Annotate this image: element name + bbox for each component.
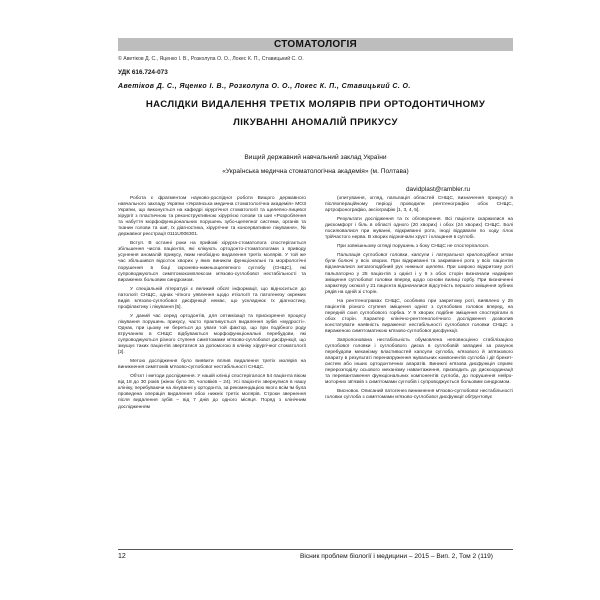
- institution-line-1: Вищий державний навчальний заклад України: [244, 154, 387, 161]
- paragraph: (опитування, огляд, пальпація областей СНЩС, визначення прикусу) в післяопераційному періоді проводили рентгенографію обох СНЩС, артрофонографію, аксіографію [1, 3, 4, 5].: [325, 196, 513, 214]
- paragraph: Запропонована нестабільність обумовлена неповноцінно стабілізацією суглобової головки і суглобового диска в суглобовій западині за рахунок перебудови механізму властивостей капсули суглоба, м'язового й зв'язкового апарату в результаті перенапруження жувальних компонентів суглоба і дії брекет-систем або інших ортодонтичних апаратів. Виниклі м'язова дисфункція сприяє перерозподілу осьового механізму навантаження, призводить до дискоординації та перевантаження функціональних компонентів суглоба, до порушення нейро-моторних зв'язків з симптомами суглобів і супроводжується больовим синдромом.: [325, 337, 513, 386]
- paragraph: Вступ. В останні роки на прийомі хірурга-стоматолога спостерігається збільшення числа пацієнтів, які клікують ортодонто-стоматологами з приводу усунення аномалій прикусу, яким необхідно видалення третіх молярів. У той же час збільшився відсоток хворих у яких виникли функціональні та морфологічні порушення в боці скронево-нижньощелепного суглобу (СНЩС), які супроводжуються симптомокомплексом м'язово-суглобової нестабільності та виражених больовим синдромом.: [118, 241, 306, 283]
- journal-citation: Вісник проблем біології і медицини – 2015 – Вип. 2, Том 2 (119): [300, 553, 493, 560]
- article-title-line-2: ЛІКУВАННІ АНОМАЛІЙ ПРИКУСУ: [233, 117, 398, 128]
- paragraph: На рентгенограмах СНЩС, особливо при закритому роті, виявлено у 25 пацієнтів різного ступеня зміщення однієї з суглобових головок вперед, на передній схил суглобового горбка. У 9 хворих подібне зміщення спостерігали в обох сторін. Характер клінічно-рентгенологічного дослідження дозволив констатувати наявність вираженої нестабільності суглобової головки СНЩС з вираженою симптоматикою м'язово-суглобової дисфункції.: [325, 298, 513, 334]
- paragraph: Пальпація суглобової головки, капсули і латеральної крилоподібної м'язи були болючі у всіх хворих. При відкриванні та закриванні рота у всіх пацієнтів відзначалися зигзагоподібний рух нижньої щелепи. При широко відкритому роті пальпаторно у 25 пацієнтів з однієї і у 9 з обох сторін визначали надмірне зміщення суглобової головки вперед щодо основи вилиці горбу. При визначенні характеру оклюзії у 21 пацієнта відзначалися відсутність першого зміщення зубних рядів на одній зі сторін.: [325, 253, 513, 295]
- paragraph: Робота є фрагментом науково-дослідної роботи Вищого державного навчального закладу України «Українська медична стоматологічна академія» МОЗ України, що виконується на кафедрі хірургічної стоматології та щелепно-лицевої хірургії з пластичною та реконструктивною хірургією голови та шиї «Розроблення та набуття морфофункціональних порушень зубо-щелепної системи, органів та тканин голови та шиї, їх діагностика, хірургічне та консервативне лікування», № державної реєстрації 0111U006301.: [118, 196, 306, 238]
- paragraph: Висновок. Описаний патогенез виникнення м'язово-суглобової нестабільності головки суглоба з симптомами м'язово-суглобової дисфункції обґрунтовує: [325, 389, 513, 401]
- paragraph: При зовнішньому огляді порушень з боку СНЩС не спостерігалося.: [337, 244, 490, 250]
- udk-code: УДК 616.724-073: [118, 69, 168, 76]
- paragraph: Об'єкт і методи дослідження. У нашій клініці спостерігалося 54 пацієнта віком від 18 до 30 років (жінок було 30, чоловіків – 24). Усі пацієнти звернулися в нашу клініку, перебуваючи на лікуванні у ортодонта, за рекомендацією якого всім їм була проведена операція видалення обох нижніх третіх молярів. Строки звернення після видалення зубів – від 7 днів до одного місяця. Поряд з клінічним дослідженням: [118, 374, 306, 410]
- copyright-line: © Аветіков Д. С., Яценко І. В., Розколупа О. О., Локес К. П., Ставицький С. О.: [118, 56, 304, 62]
- paragraph: Метою дослідження було виявити вплив видалення третіх молярів на виникнення симптомів м'язово-суглобової нестабільності СНЩС.: [118, 359, 306, 371]
- paragraph: У спеціальній літературі є великий обсяг інформації, що відноситься до патології СНЩС, однак чіткого уявлення щодо етіології та патогенезу окремих видів м'язово-суглобової дисфункції немає, що ускладнює їх діагностику, профілактику і лікування [5].: [118, 286, 306, 310]
- contact-email: davidplast@rambler.ru: [406, 186, 471, 193]
- right-text-column: [325, 196, 513, 401]
- section-header-bar: [118, 38, 513, 51]
- authors-line: Аветіков Д. С., Яценко І. В., Розколупа О. О., Локес К. П., Ставицький С. О.: [118, 83, 411, 90]
- paragraph: У даний час серед ортодонтів, для оптимізації та прискорення процесу лікування порушень прикусу, часто практикується видалення зубів «мудрості». Однак, при цьому не береться до уваги той фактор, що при подібного роду втручаннях в СНЩС відбуваються морфофункціональні перебудови, які супроводжуються різного ступеня симптомами м'язово-суглобової дисфункції, що змушує таких пацієнтів звертатися за допомогою в клініку хірургічної стоматології [2].: [118, 313, 306, 356]
- footer-divider: [118, 549, 513, 550]
- paragraph: Результати дослідження та їх обговорення. Всі пацієнти скаржилися на дискомфорт і біль в області одного (20 хворих) і обох (24 хворих) СНЩС. Болі посилювалися при жуванні, відкриванні рота, іноді віддавали по ходу гілок трійчастого нерва. В хворих відзначали хруст і клацання в суглобі.: [325, 217, 513, 241]
- article-title-line-1: НАСЛІДКИ ВИДАЛЕННЯ ТРЕТІХ МОЛЯРІВ ПРИ ОРТОДОНТИЧНОМУ: [145, 99, 486, 110]
- left-text-column: [118, 196, 306, 411]
- institution-line-2: «Українська медична стоматологічна академія» (м. Полтава): [222, 168, 409, 175]
- section-title: СТОМАТОЛОГІЯ: [273, 39, 358, 50]
- page-number: 12: [118, 553, 126, 560]
